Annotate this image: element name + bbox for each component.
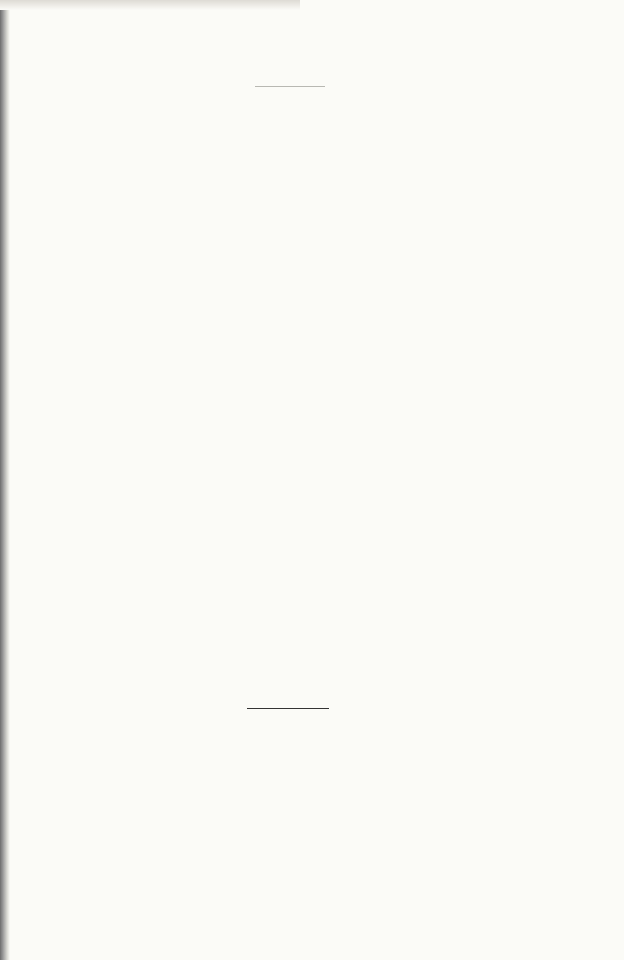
page-edge-shade bbox=[0, 0, 300, 10]
binding-gutter bbox=[0, 0, 10, 960]
end-rule bbox=[247, 708, 329, 709]
header-rule bbox=[255, 86, 325, 87]
